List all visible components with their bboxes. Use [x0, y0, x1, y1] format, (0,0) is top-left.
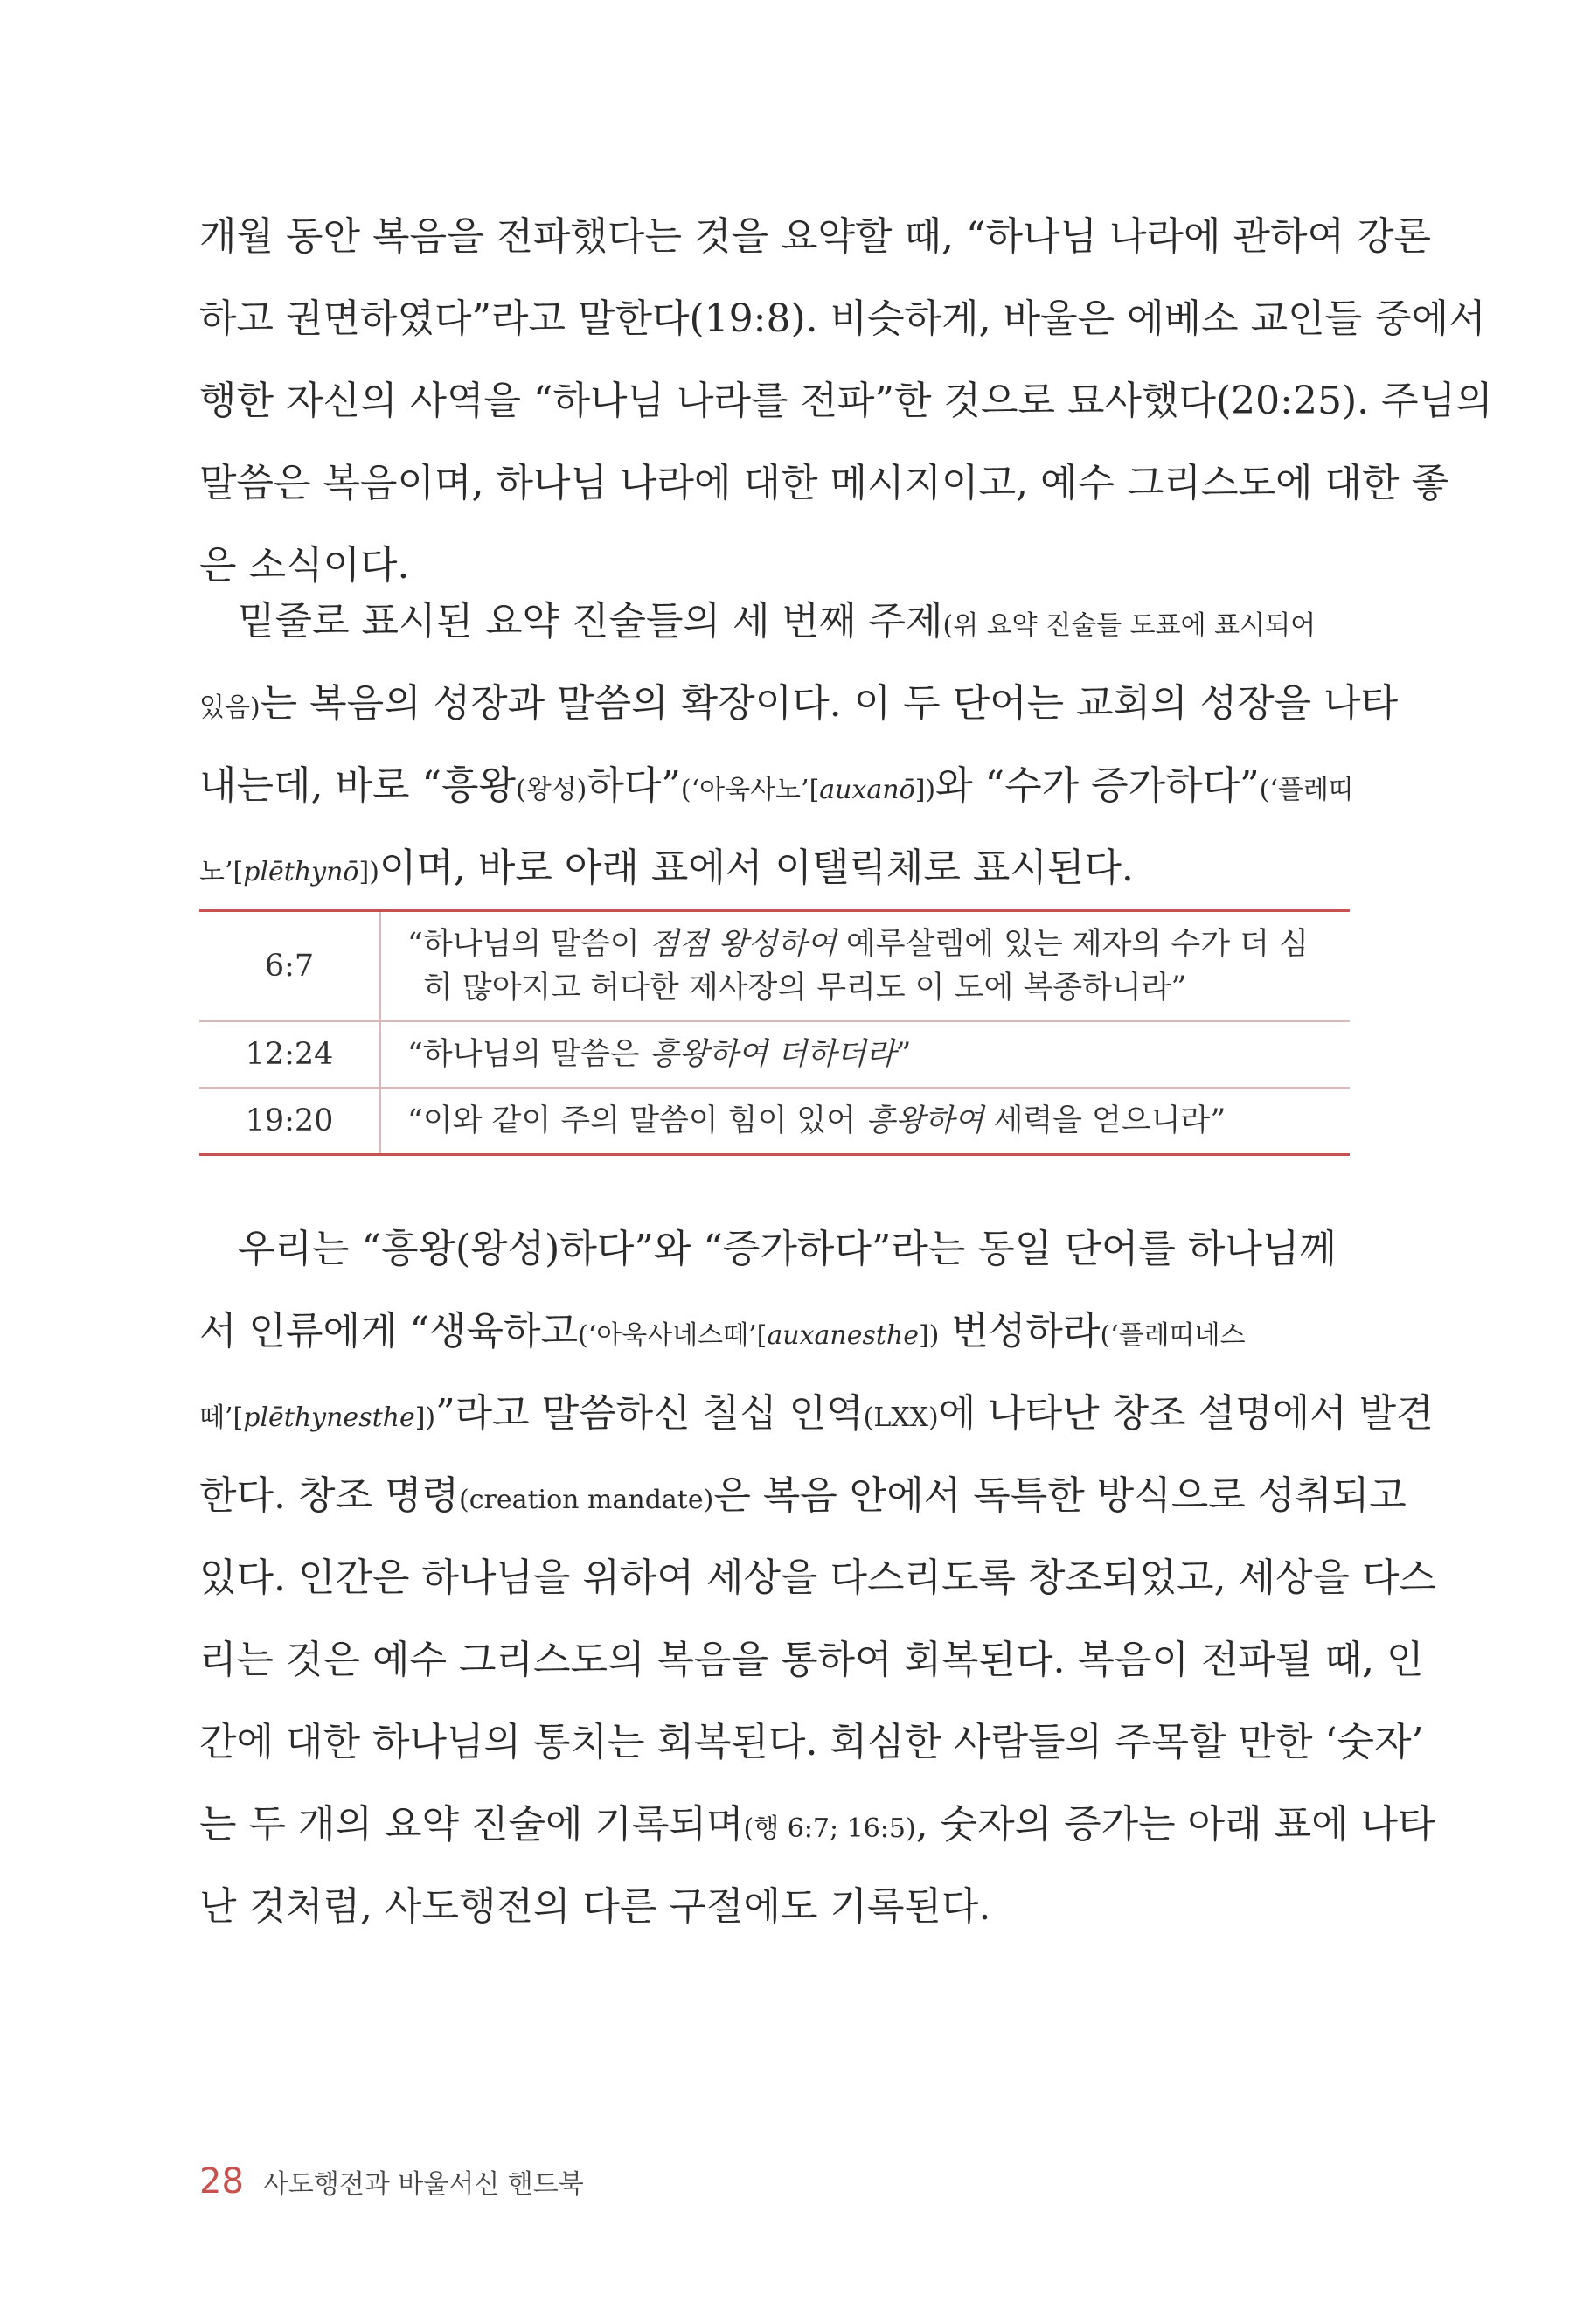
verse-reference: 19:20 — [199, 1088, 380, 1155]
text-line: 는 두 개의 요약 진술에 기록되며(행 6:7; 16:5), 숫자의 증가는 아래 표에 나타 — [199, 1802, 1435, 1847]
text-line: 하고 권면하였다”라고 말한다(19:8). 비슷하게, 바울은 에베소 교인들 중에서 — [199, 296, 1486, 341]
table-row — [199, 911, 1350, 1022]
paragraph-growth-theme — [199, 581, 1399, 909]
text-line: 은 소식이다. — [199, 543, 410, 588]
text-line: 있다. 인간은 하나님을 위하여 세상을 다스리도록 창조되었고, 세상을 다스 — [199, 1555, 1436, 1600]
verse-reference: 6:7 — [199, 911, 380, 1022]
inline-note: 노’[plēthynō]) — [199, 857, 379, 887]
inline-note: (‘플레띠 — [1259, 775, 1354, 805]
text-line: 개월 동안 복음을 전파했다는 것을 요약할 때, “하나님 나라에 관하여 강론 — [199, 214, 1431, 259]
text-line: 내는데, 바로 “흥왕(왕성)하다”(‘아욱사노’[auxanō])와 “수가 증가하다”(‘플레띠 — [199, 763, 1354, 808]
inline-note: (LXX) — [863, 1402, 939, 1433]
verse-reference: 12:24 — [199, 1021, 380, 1088]
table-row — [199, 1021, 1350, 1088]
text-line: 떼’[plēthynesthe])”라고 말씀하신 칠십 인역(LXX)에 나타난 창조 설명에서 발견 — [199, 1391, 1434, 1436]
text-line: 한다. 창조 명령(creation mandate)은 복음 안에서 독특한 방식으로 성취되고 — [199, 1473, 1407, 1518]
text-line: 난 것처럼, 사도행전의 다른 구절에도 기록된다. — [199, 1884, 991, 1929]
inline-note: (행 6:7; 16:5) — [743, 1813, 916, 1844]
text-line: 있음)는 복음의 성장과 말씀의 확장이다. 이 두 단어는 교회의 성장을 나타 — [199, 681, 1399, 726]
page-footer — [199, 2161, 584, 2202]
inline-note: (위 요약 진술들 도표에 표시되어 — [942, 610, 1316, 641]
text-line: 밑줄로 표시된 요약 진술들의 세 번째 주제(위 요약 진술들 도표에 표시되어 — [238, 599, 1316, 644]
verse-quote: “하나님의 말씀이 점점 왕성하여 예루살렘에 있는 제자의 수가 더 심 히 많아지고 허다한 제사장의 무리도 이 도에 복종하니라” — [380, 911, 1350, 1022]
inline-note: (creation mandate) — [458, 1485, 714, 1515]
text-line: 리는 것은 예수 그리스도의 복음을 통하여 회복된다. 복음이 전파될 때, 인 — [199, 1638, 1424, 1682]
text-line: 행한 자신의 사역을 “하나님 나라를 전파”한 것으로 묘사했다(20:25). 주님의 — [199, 379, 1493, 423]
inline-note: (‘아욱사노’[auxanō]) — [680, 775, 936, 805]
text-line: 간에 대한 하나님의 통치는 회복된다. 회심한 사람들의 주목할 만한 ‘숫자’ — [199, 1720, 1424, 1764]
book-title: 사도행전과 바울서신 핸드북 — [262, 2169, 584, 2200]
inline-note: (‘아욱사네스떼’[auxanesthe]) — [578, 1320, 940, 1351]
paragraph-gospel-kingdom — [199, 196, 1493, 607]
verse-table — [199, 909, 1350, 1156]
page-number: 28 — [199, 2161, 244, 2202]
table-row — [199, 1088, 1350, 1155]
text-line: 서 인류에게 “생육하고(‘아욱사네스떼’[auxanesthe]) 번성하라(‘플레띠네스 — [199, 1309, 1246, 1353]
inline-note: 떼’[plēthynesthe]) — [199, 1402, 436, 1433]
verse-quote: “하나님의 말씀은 흥왕하여 더하더라” — [380, 1021, 1350, 1088]
inline-note: (‘플레띠네스 — [1100, 1320, 1246, 1351]
paragraph-creation-mandate — [199, 1208, 1436, 1948]
text-line: 우리는 “흥왕(왕성)하다”와 “증가하다”라는 동일 단어를 하나님께 — [238, 1227, 1337, 1271]
inline-note: (왕성) — [515, 775, 587, 805]
text-line: 말씀은 복음이며, 하나님 나라에 대한 메시지이고, 예수 그리스도에 대한 좋 — [199, 461, 1448, 505]
text-line: 노’[plēthynō])이며, 바로 아래 표에서 이탤릭체로 표시된다. — [199, 845, 1134, 890]
verse-quote: “이와 같이 주의 말씀이 힘이 있어 흥왕하여 세력을 얻으니라” — [380, 1088, 1350, 1155]
inline-note: 있음) — [199, 692, 261, 723]
